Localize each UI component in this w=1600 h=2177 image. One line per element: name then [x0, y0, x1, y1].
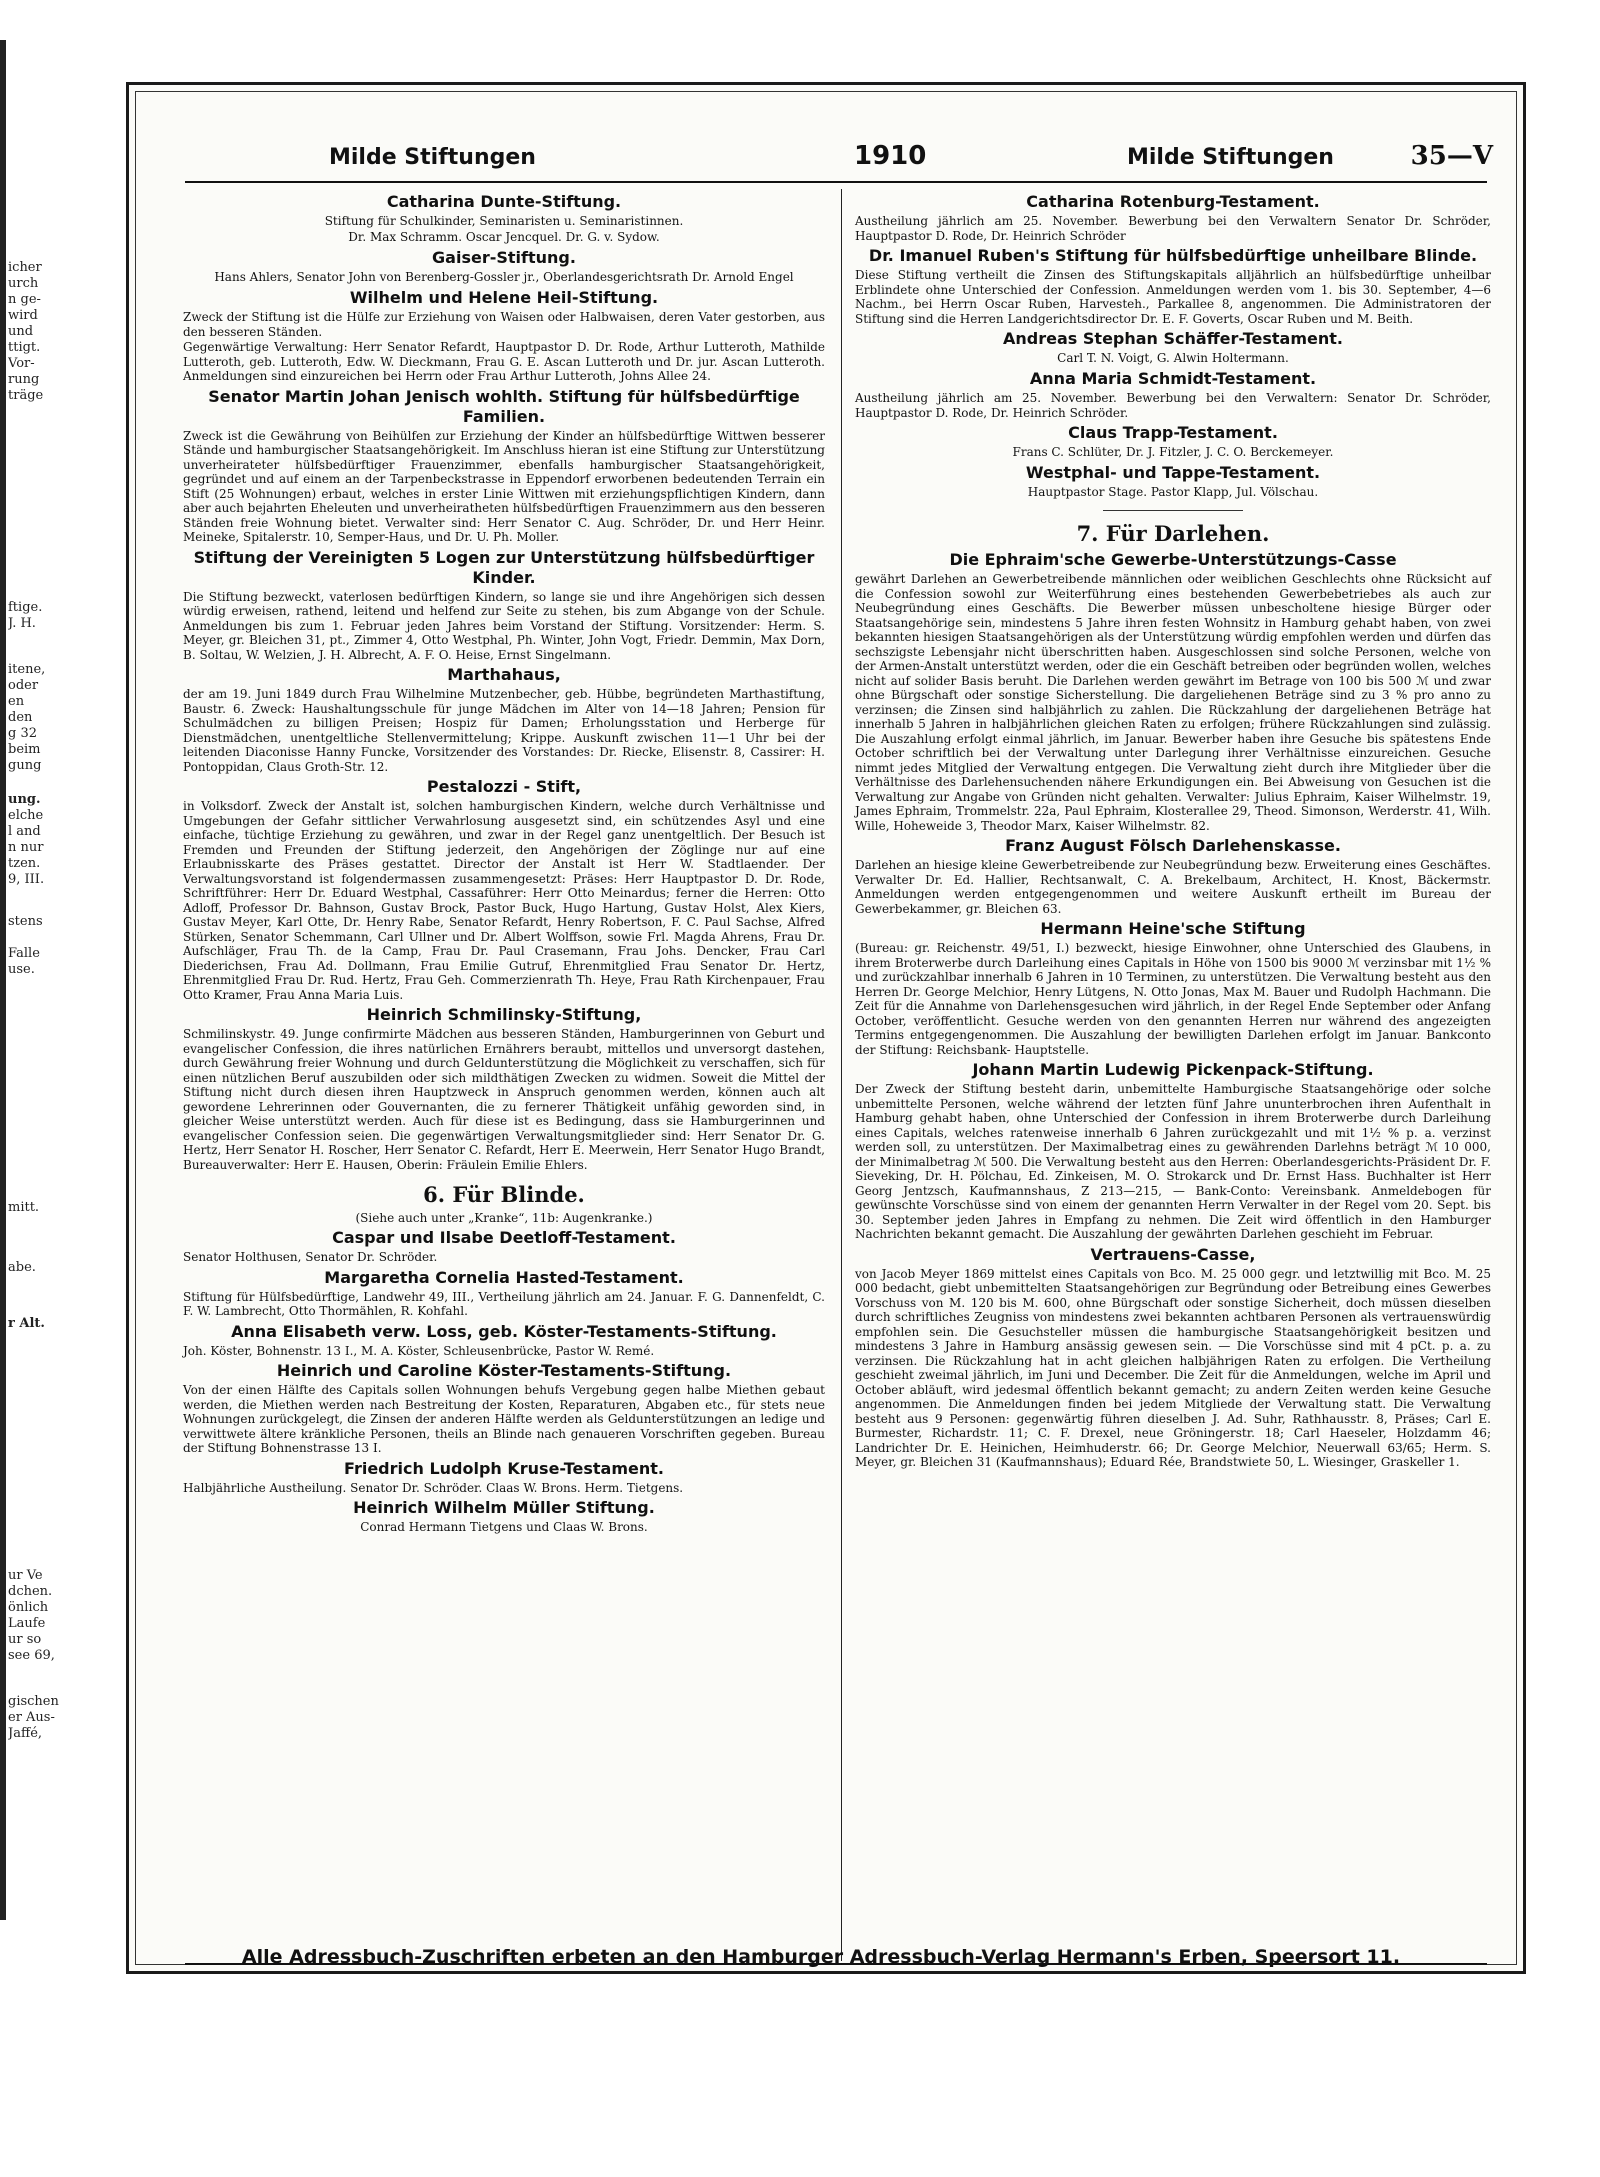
foundation-entry: [855, 329, 1491, 366]
entry-text: Carl T. N. Voigt, G. Alwin Holtermann.: [1057, 351, 1289, 365]
previous-page-fragment: icher: [8, 260, 42, 275]
foundation-entry: [855, 1245, 1491, 1470]
section-separator: [1103, 510, 1243, 511]
page-header: [159, 135, 1493, 175]
previous-page-fragment: dchen.: [8, 1584, 53, 1599]
section-7-entries: [855, 550, 1491, 1470]
entry-text: (Bureau: gr. Reichenstr. 49/51, I.) bezweckt, hiesige Einwohner, ohne Unterschied des Glaubens, in ihrem Broterwerbe durch Darleihung eines Capitals in Höhe von 1500 bis 9000 ℳ verzinsbar mit 1½ % und zurückzahlbar innerhalb 6 Jahren in 10 Terminen, zu unterstützen. Die Verwaltung besteht aus den Herren Dr. George Melchior, Henry Lütgens, N. Otto Jonas, Max M. Bauer und Rudolph Hachmann. Die Zeit für die Annahme von Darlehensgesuchen wird jährlich, in der Regel Ende September oder Anfang October, veröffentlicht. Gesuche werden von den genannten Herren nur während des angezeigten Termins entgegengenommen. Die Auszahlung der bewilligten Darlehen erfolgt im Januar. Bankconto der Stiftung: Reichsbank- Hauptstelle.: [855, 941, 1491, 1057]
entry-heading: Margaretha Cornelia Hasted-Testament.: [324, 1267, 684, 1287]
entry-heading: Catharina Rotenburg-Testament.: [1026, 192, 1320, 211]
entry-heading: Gaiser-Stiftung.: [432, 248, 576, 267]
header-right-title: Milde Stiftungen: [1127, 145, 1334, 170]
section-6-subtitle: (Siehe auch unter „Kranke“, 11b: Augenkranke.): [355, 1211, 653, 1225]
foundation-entry: [855, 463, 1491, 500]
entry-text: Halbjährliche Austheilung. Senator Dr. Schröder. Claas W. Brons. Herm. Tietgens.: [183, 1480, 684, 1495]
left-column: [183, 189, 825, 1536]
foundation-entry: [183, 1498, 825, 1535]
entry-text: der am 19. Juni 1849 durch Frau Wilhelmine Mutzenbecher, geb. Hübbe, begründeten Marthastiftung, Baustr. 6. Zweck: Haushaltungsschule für junge Mädchen im Alter von 14—18 Jahren; Pension für Schulmädchen zu billigen Preisen; Hospiz für Damen; Erholungsstation und Herberge für Dienstmädchen, unentgeltliche Stellenvermittelung; Krippe. Auskunft zwischen 11—1 Uhr bei der leitenden Diaconisse Hanny Funcke, Vorsitzender des Vorstandes: Dr. Riecke, Elisenstr. 8, Cassirer: H. Pontoppidan, Claus Groth-Str. 12.: [183, 687, 825, 774]
entry-heading: Vertrauens-Casse,: [1090, 1244, 1256, 1264]
entry-text: in Volksdorf. Zweck der Anstalt ist, solchen hamburgischen Kindern, welche durch Verhältnisse und Umgebungen der Gefahr sittlicher Verwahrlosung ausgesetzt sind, ein schützendes Asyl und eine einfache, tüchtige Erziehung zu gewähren, und zwar in der Regel ganz unentgeltlich. Der Besuch ist Fremden und Freunden der Stiftung jederzeit, den Angehörigen der Zöglinge nur auf eine Erlaubnisskarte des Präses gestattet. Director der Anstalt ist Herr W. Stadtlaender. Der Verwaltungsvorstand ist folgendermassen zusammengesetzt: Präses: Herr Hauptpastor D. Dr. Rode, Schriftführer: Herr Dr. Eduard Westphal, Cassaführer: Herr Otto Meinardus; ferner die Herren: Otto Adloff, Professor Dr. Bahnson, Gustav Brock, Pastor Buck, Hugo Hartung, Gustav Holst, Alex Kiers, Gustav Meyer, Karl Otte, Dr. Henry Rabe, Senator Refardt, Henry Robertson, F. C. Paul Sachse, Alfred Stürken, Senator Schemmann, Carl Ullner und Dr. Albert Wolffson, sowie Frl. Magda Ahrens, Frau Dr. Aufschläger, Frau Th. de la Camp, Frau Dr. Paul Crasemann, Frau Johs. Dencker, Frau Carl Diederichsen, Frau Ad. Dollmann, Frau Emilie Gutruf, Ehrenmitglied Frau Senator Dr. Hertz, Ehrenmitglied Frau Dr. Rud. Hertz, Frau Geh. Commerzienrath Th. Heye, Frau Rath Kirchenpauer, Frau Otto Kramer, Frau Anna Maria Luis.: [183, 799, 825, 1002]
foundation-entry: [855, 423, 1491, 460]
entry-text: Gegenwärtige Verwaltung: Herr Senator Refardt, Hauptpastor D. Dr. Rode, Arthur Lutteroth, Mathilde Lutteroth, geb. Lutteroth, Edw. W. Dieckmann, Frau G. E. Ascan Lutteroth und Dr. jur. Ascan Lutteroth. Anmeldungen sind einzureichen bei Herrn oder Frau Arthur Lutteroth, Johns Allee 24.: [183, 340, 825, 383]
page-frame: [126, 82, 1526, 1974]
entry-text: Stiftung für Schulkinder, Seminaristen u. Seminaristinnen.: [324, 214, 684, 228]
entry-text: von Jacob Meyer 1869 mittelst eines Capitals von Bco. M. 25 000 gegr. und letztwillig mit Bco. M. 25 000 bedacht, giebt unbemittelten Staatsangehörigen zur Begründung oder Betreibung eines Gewerbes Vorschuss von M. 120 bis M. 600, ohne Bürgschaft oder sonstige Sicherheit, doch müssen dieselben durch schriftliches Zeugniss von mindestens zwei bekannten achtbaren Personen als vertrauenswürdig empfohlen sein. Die Gesuchsteller müssen die hamburgische Staatsangehörigkeit besitzen und mindestens 3 Jahre in Hamburg ansässig gewesen sein. — Die Vorschüsse sind mit 4 pCt. p. a. zu verzinsen. Die Rückzahlung hat in acht gleichen halbjährigen Raten zu erfolgen. Die Vertheilung geschieht zweimal jährlich, im Juni und December. Die Zeit für die Anmeldungen, welche im April und October abläuft, wird jedesmal öffentlich bekannt gemacht; zu andern Zeiten werden keine Gesuche angenommen. Die Anmeldungen finden bei jedem Mitgliede der Verwaltung statt. Die Verwaltung besteht aus 9 Personen: gegenwärtig führen dieselben J. Ad. Suhr, Rathhausstr. 8, Präses; Carl E. Burmester, Richardstr. 11; C. F. Drexel, neue Gröningerstr. 18; Carl Haeseler, Holzdamm 46; Landrichter Dr. E. Heinichen, Heimhuderstr. 66; Dr. George Melchior, Neuerwall 63/65; Herm. S. Meyer, gr. Bleichen 31 (Kaufmannshaus); Eduard Rée, Brandstwiete 50, L. Wiesinger, Graskeller 1.: [855, 1266, 1491, 1469]
previous-page-fragment: r Alt.: [8, 1316, 45, 1331]
previous-page-fragment: ttigt.: [8, 340, 41, 355]
entry-text: Austheilung jährlich am 25. November. Bewerbung bei den Verwaltern Senator Dr. Schröder, Hauptpastor D. Rode, Dr. Heinrich Schröder: [855, 214, 1491, 243]
header-year: 1910: [854, 141, 927, 171]
foundation-entry: [183, 288, 825, 384]
foundation-entry: [183, 548, 825, 663]
entry-heading: Anna Maria Schmidt-Testament.: [1029, 369, 1317, 388]
previous-page-fragment: n nur: [8, 840, 44, 855]
previous-page-fragment: und: [8, 324, 34, 339]
previous-page-fragment: urch: [8, 276, 39, 291]
previous-page-frame-edge: [0, 40, 6, 1920]
previous-page-fragment: itene,: [8, 662, 46, 677]
entry-heading: Friedrich Ludolph Kruse-Testament.: [344, 1458, 664, 1478]
entry-heading: Heinrich Schmilinsky-Stiftung,: [366, 1005, 642, 1024]
previous-page-fragment: use.: [8, 962, 35, 977]
entry-heading: Heinrich und Caroline Köster-Testaments-Stiftung.: [276, 1361, 732, 1380]
previous-page-fragment: er Aus-: [8, 1710, 55, 1725]
previous-page-fragment: önlich: [8, 1600, 49, 1615]
entry-heading: Andreas Stephan Schäffer-Testament.: [1003, 329, 1343, 348]
entry-heading: Franz August Fölsch Darlehenskasse.: [1005, 836, 1341, 855]
foundation-entry: [855, 246, 1491, 326]
foundation-entry: [183, 1228, 825, 1265]
entry-heading: Heinrich Wilhelm Müller Stiftung.: [353, 1498, 655, 1517]
foundation-entry: [855, 1060, 1491, 1242]
entry-text: Von der einen Hälfte des Capitals sollen Wohnungen behufs Vergebung gegen halbe Miethen gebaut werden, die Miethen werden nach Bestreitung der Kosten, Reparaturen, Abgaben etc., für stets neue Wohnungen zurückgelegt, die Zinsen der anderen Hälfte werden als Geldunterstützungen an ledige und verwittwete ältere kränkliche Personen, theils an Blinde nach genaueren Vorschriften gegeben. Bureau der Stiftung Bohnenstrasse 13 I.: [183, 1383, 825, 1455]
entry-heading: Die Ephraim'sche Gewerbe-Unterstützungs-Casse: [949, 550, 1397, 569]
previous-page-fragment: en: [8, 694, 25, 709]
entry-text: Der Zweck der Stiftung besteht darin, unbemittelte Hamburgische Staatsangehörige oder solche unbemittelte Personen, welche während der letzten fünf Jahre ununterbrochen ihren Aufenthalt in Hamburg gehabt haben, ohne Unterschied der Confession in ihrem Broterwerbe durch Darleihung eines Capitals, welches ratenweise innerhalb 6 Jahren zurückgezahlt und mit 1½ % p. a. verzinst werden soll, zu unterstützen. Der Maximalbetrag eines zu gewährenden Darlehns beträgt ℳ 10 000, der Minimalbetrag ℳ 500. Die Verwaltung besteht aus den Herren: Oberlandesgerichts-Präsident Dr. F. Sieveking, Dr. H. Pölchau, Ed. Zinkeisen, M. O. Strokarck und Dr. Ernst Hass. Buchhalter ist Herr Georg Jentzsch, Kaufmannshaus, Z 213—215, — Bank-Conto: Vereinsbank. Anmeldebogen für gewünschte Vorschüsse sind von einem der genannten Herrn Verwalter in der Regel vom 20. Sept. bis 30. September jeden Jahres in Empfang zu nehmen. Die Zeit wird öffentlich in den Hamburger Nachrichten bekannt gemacht. Die Auszahlung der gewährten Darlehen geschieht im Februar.: [855, 1082, 1491, 1241]
previous-page-fragment: stens: [8, 914, 43, 929]
previous-page-fragment: l and: [8, 824, 41, 839]
entry-text: Joh. Köster, Bohnenstr. 13 I., M. A. Köster, Schleusenbrücke, Pastor W. Remé.: [183, 1343, 655, 1358]
previous-page-fragment: gung: [8, 758, 42, 773]
entry-text: Schmilinskystr. 49. Junge confirmirte Mädchen aus besseren Ständen, Hamburgerinnen von Geburt und evangelischer Confession, die ihres natürlichen Ernährers beraubt, mittellos und unversorgt dastehen, durch Gewährung freier Wohnung und durch Geldunterstützung die Möglichkeit zu verschaffen, sich für einen nützlichen Beruf auszubilden oder sich mildthätigen Zwecken zu widmen. Soweit die Mittel der Stiftung nicht durch diesen ihren Hauptzweck in Anspruch genommen werden, können auch alt gewordene Lehrerinnen oder Gouvernanten, die zu fernerer Thätigkeit unfähig geworden sind, in gleicher Weise unterstützt werden. Auch für diese ist es Bedingung, dass sie Hamburgerinnen und evangelischer Confession seien. Die gegenwärtigen Verwaltungsmitglieder sind: Herr Senator Dr. G. Hertz, Herr Senator H. Roscher, Herr Senator C. Refardt, Herr E. Meerwein, Herr Senator Hugo Brandt, Bureauverwalter: Herr E. Hausen, Oberin: Fräulein Emilie Ehlers.: [183, 1027, 825, 1172]
previous-page-fragment: rung: [8, 372, 40, 387]
previous-page-fragment: ung.: [8, 792, 41, 807]
foundation-entry: [183, 192, 825, 245]
header-left-title: Milde Stiftungen: [329, 145, 536, 170]
foundation-entry: [855, 919, 1491, 1057]
previous-page-fragment: g 32: [8, 726, 37, 741]
entry-heading: Stiftung der Vereinigten 5 Logen zur Unterstützung hülfsbedürftiger Kinder.: [193, 547, 815, 587]
right-column-entries: [855, 192, 1491, 500]
entry-text: Senator Holthusen, Senator Dr. Schröder.: [183, 1250, 438, 1264]
entry-text: Conrad Hermann Tietgens und Claas W. Brons.: [360, 1520, 648, 1534]
foundation-entry: [183, 1361, 825, 1456]
entry-text: Zweck der Stiftung ist die Hülfe zur Erziehung von Waisen oder Halbwaisen, deren Vater gestorben, aus den besseren Ständen.: [183, 310, 825, 339]
previous-page-fragment: beim: [8, 742, 41, 757]
foundation-entry: [855, 192, 1491, 243]
previous-page-fragment: Jaffé,: [8, 1726, 43, 1741]
entry-heading: Catharina Dunte-Stiftung.: [386, 192, 622, 211]
entry-heading: Anna Elisabeth verw. Loss, geb. Köster-Testaments-Stiftung.: [231, 1321, 777, 1341]
right-column: [855, 189, 1491, 1471]
previous-page-fragment: tzen.: [8, 856, 41, 871]
publisher-footer: Alle Adressbuch-Zuschriften erbeten an den Hamburger Adressbuch-Verlag Hermann's Erben, Speersort 11.: [241, 1946, 1401, 1968]
entry-text: gewährt Darlehen an Gewerbetreibende männlichen oder weiblichen Geschlechts ohne Rücksicht auf die Confession sowohl zur Weiterführung eines bestehenden Gewerbebetriebes als auch zur Neubegründung eines Geschäfts. Die Bewerber müssen unbescholtene hiesige Bürger oder Staatsangehörige sein, mindestens 5 Jahre ihren festen Wohnsitz in Hamburg gehabt haben, von zwei bekannten hiesigen Staatsangehörigen als der Unterstützung würdig empfohlen werden und dürfen das sechszigste Lebensjahr nicht überschritten haben. Ausgeschlossen sind solche Personen, welche von der Armen-Anstalt unterstützt werden, oder die ein Geschäft betreiben oder begründen wollen, welches nicht auf solider Basis beruht. Die Darlehen werden gewährt im Betrage von 100 bis 500 ℳ und zwar ohne Bürgschaft oder sonstige Sicherstellung. Die dargeliehenen Beträge sind zu 3 % pro anno zu verzinsen; die Zinsen sind halbjährlich zu zahlen. Die Rückzahlung der dargeliehenen Beträge hat innerhalb 5 Jahren in halbjährlichen gleichen Raten zu erfolgen; frühere Rückzahlungen sind zulässig. Die Auszahlung erfolgt einmal jährlich, im Januar. Bewerber haben ihre Gesuche bis spätestens Ende October schriftlich bei der Verwaltung unter Darlegung ihrer Verhältnisse einzureichen. Gesuche nimmt jedes Mitglied der Verwaltung entgegen. Die Verwaltung zieht durch ihre Mitglieder über die Verhältnisse des Darlehensuchenden nähere Erkundigungen ein. Bei Abweisung von Gesuchen ist die Verwaltung zur Angabe von Gründen nicht gehalten. Verwalter: Julius Ephraim, Kaiser Wilhelmstr. 19, James Ephraim, Trommelstr. 22a, Paul Ephraim, Klosterallee 29, Theod. Simonson, Werderstr. 41, Wilh. Wille, Hoheweide 3, Theodor Marx, Kaiser Wilhelmstr. 82.: [855, 572, 1491, 833]
foundation-entry: [183, 665, 825, 774]
previous-page-fragment: Laufe: [8, 1616, 46, 1631]
foundation-entry: [855, 369, 1491, 420]
entry-text: Stiftung für Hülfsbedürftige, Landwehr 49, III., Vertheilung jährlich am 24. Januar. F. G. Dannenfeldt, C. F. W. Lambrecht, Otto Thormählen, R. Kohfahl.: [183, 1289, 825, 1318]
previous-page-fragment: 9, III.: [8, 872, 45, 887]
entry-heading: Claus Trapp-Testament.: [1068, 423, 1278, 442]
entry-text: Hans Ahlers, Senator John von Berenberg-Gossler jr., Oberlandesgerichtsrath Dr. Arnold Engel: [214, 270, 794, 284]
entry-heading: Dr. Imanuel Ruben's Stiftung für hülfsbedürftige unheilbare Blinde.: [868, 246, 1478, 265]
foundation-entry: [183, 1005, 825, 1172]
section-6-entries: [183, 1228, 825, 1535]
previous-page-fragment: see 69,: [8, 1648, 55, 1663]
page-number: 35—V: [1410, 141, 1493, 171]
foundation-entry: [855, 836, 1491, 916]
previous-page-fragment: elche: [8, 808, 44, 823]
entry-text: Darlehen an hiesige kleine Gewerbetreibende zur Neubegründung bezw. Erweiterung eines Geschäftes. Verwalter Dr. Ed. Hallier, Rechtsanwalt, C. A. Brekelbaum, Architect, H. Knost, Bäckermstr. Anmeldungen werden entgegengenommen und weitere Auskunft ertheilt im Bureau der Gewerbekammer, gr. Bleichen 63.: [855, 858, 1491, 916]
previous-page-fragment: wird: [8, 308, 38, 323]
foundation-entry: [183, 1459, 825, 1496]
entry-text: Diese Stiftung vertheilt die Zinsen des Stiftungskapitals alljährlich an hülfsbedürftige unheilbar Erblindete ohne Unterschied der Confession. Anmeldungen werden vom 1. bis 30. September, 4—6 Nachm., bei Herrn Oscar Ruben, Harvesteh., Parkallee 8, angenommen. Die Administratoren der Stiftung sind die Herren Landgerichtsdirector Dr. E. F. Goverts, Oscar Ruben und M. Beith.: [855, 268, 1491, 326]
foundation-entry: [855, 550, 1491, 833]
entry-heading: Hermann Heine'sche Stiftung: [1040, 919, 1306, 938]
previous-page-fragment: abe.: [8, 1260, 36, 1275]
entry-heading: Caspar und Ilsabe Deetloff-Testament.: [332, 1228, 676, 1247]
entry-heading: Senator Martin Johan Jenisch wohlth. Stiftung für hülfsbedürftige Familien.: [208, 386, 800, 426]
previous-page-fragment: Vor-: [8, 356, 35, 371]
foundation-entry: [183, 777, 825, 1002]
entry-text: Frans C. Schlüter, Dr. J. Fitzler, J. C. O. Berckemeyer.: [1012, 445, 1334, 459]
entry-heading: Westphal- und Tappe-Testament.: [1025, 463, 1321, 482]
previous-page-fragment: ftige.: [8, 600, 43, 615]
previous-page-fragment: mitt.: [8, 1200, 40, 1215]
previous-page-fragment: den: [8, 710, 33, 725]
previous-page-fragment: gischen: [8, 1694, 59, 1709]
header-rule: [185, 181, 1487, 183]
entry-text: Die Stiftung bezweckt, vaterlosen bedürftigen Kindern, so lange sie und ihre Angehörigen sich dessen würdig erweisen, rathend, leitend und helfend zur Seite zu stehen, bis zum Abgange von der Schule. Anmeldungen bis zum 1. Februar jeden Jahres beim Vorstand der Stiftung. Vorsitzender: Herm. S. Meyer, gr. Bleichen 31, pt., Zimmer 4, Otto Westphal, Ph. Winter, John Vogt, Friedr. Demmin, Max Dorn, B. Soltau, W. Welzien, J. H. Albrecht, A. F. O. Heise, Ernst Singelmann.: [183, 589, 825, 662]
previous-page-fragment: J. H.: [8, 616, 36, 631]
foundation-entry: [183, 387, 825, 545]
previous-page-fragment: träge: [8, 388, 44, 403]
previous-page-edge: [0, 0, 70, 2177]
entry-heading: Johann Martin Ludewig Pickenpack-Stiftung.: [972, 1060, 1374, 1079]
foundation-entry: [183, 1268, 825, 1319]
previous-page-fragment: Falle: [8, 946, 40, 961]
previous-page-fragment: oder: [8, 678, 39, 693]
entry-text: Austheilung jährlich am 25. November. Bewerbung bei den Verwaltern: Senator Dr. Schröder, Hauptpastor D. Rode, Dr. Heinrich Schröder.: [855, 391, 1491, 420]
entry-heading: Wilhelm und Helene Heil-Stiftung.: [349, 288, 659, 307]
entry-text: Hauptpastor Stage. Pastor Klapp, Jul. Völschau.: [1027, 485, 1319, 499]
entry-heading: Pestalozzi - Stift,: [426, 777, 582, 796]
section-6-title: 6. Für Blinde.: [423, 1182, 585, 1207]
previous-page-fragment: ur so: [8, 1632, 42, 1647]
foundation-entry: [183, 248, 825, 285]
entry-heading: Marthahaus,: [447, 665, 561, 684]
column-divider: [841, 189, 842, 1961]
section-7-title: 7. Für Darlehen.: [1076, 521, 1270, 546]
previous-page-fragment: n ge-: [8, 292, 41, 307]
previous-page-fragment: ur Ve: [8, 1568, 43, 1583]
foundation-entry: [183, 1322, 825, 1359]
entry-text: Dr. Max Schramm. Oscar Jencquel. Dr. G. v. Sydow.: [348, 230, 660, 244]
entry-text: Zweck ist die Gewährung von Beihülfen zur Erziehung der Kinder an hülfsbedürftige Wittwen besserer Stände und hamburgischer Staatsangehörigkeit. Im Anschluss hieran ist eine Stiftung zur Unterstützung unverheirateter hülfsbedürftiger Frauenzimmer, ebenfalls hamburgischer Staatsangehörigkeit, gegründet und auf einem an der Tarpenbeckstrasse in Eppendorf erworbenen bedeutenden Terrain ein Stift (25 Wohnungen) erbaut, welches in erster Linie Wittwen mit erziehungspflichtigen Kindern, dann aber auch bejahrten Eheleuten und unverheiratheten hülfsbedürftigen Frauenzimmern aus den besseren Ständen freie Wohnung bietet. Verwalter sind: Herr Senator C. Aug. Schröder, Dr. und Herr Heinr. Meineke, Spitalerstr. 10, Semper-Haus, und Dr. U. Ph. Moller.: [183, 428, 825, 544]
left-column-entries: [183, 192, 825, 1172]
